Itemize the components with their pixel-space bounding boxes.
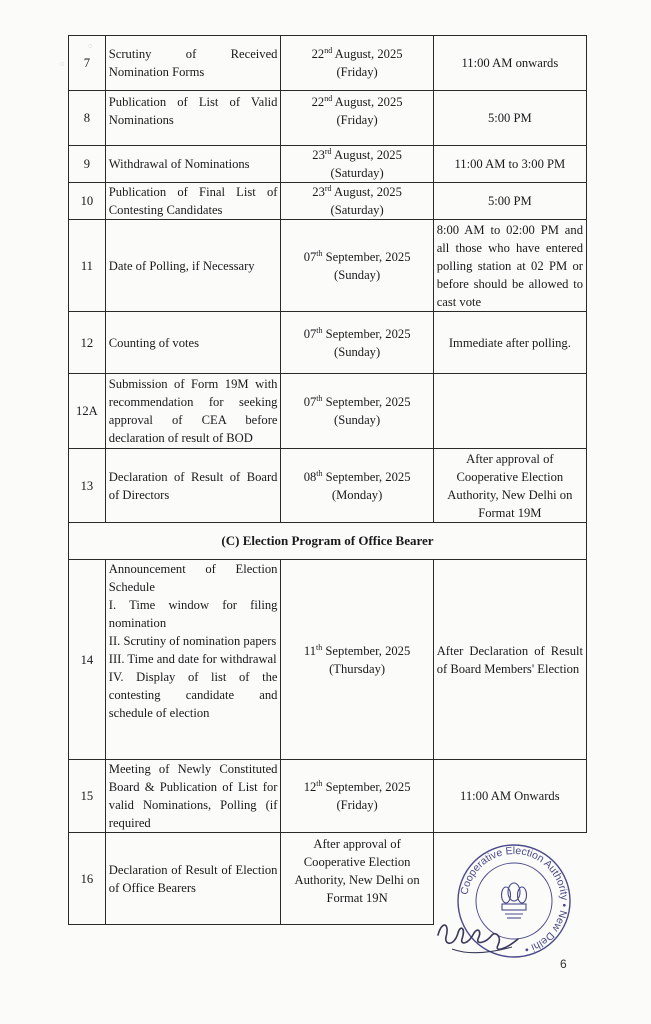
time-cell: 8:00 AM to 02:00 PM and all those who have entered polling station at 02 PM or before should be allowed to cast vote <box>433 220 586 312</box>
activity-cell: Scrutiny of Received Nomination Forms <box>105 36 281 91</box>
activity-cell: Declaration of Result of Board of Directors <box>105 449 281 523</box>
serial-number: 7 <box>69 36 106 91</box>
serial-number: 8 <box>69 91 106 146</box>
activity-cell: Publication of List of Valid Nominations <box>105 91 281 146</box>
date-cell: 23rd August, 2025 (Saturday) <box>281 183 433 220</box>
activity-line: II. Scrutiny of nomination papers <box>108 634 277 648</box>
seal-text: Cooperative Election Authority • New Delhi • <box>458 844 571 956</box>
table-row <box>69 374 587 449</box>
serial-number: 12A <box>69 374 106 449</box>
election-schedule-table <box>68 35 587 925</box>
activity-cell: Publication of Final List of Contesting Candidates <box>105 183 281 220</box>
activity-cell: Declaration of Result of Election of Office Bearers <box>105 833 281 925</box>
activity-line: III. Time and date for withdrawal <box>108 652 277 666</box>
table-row <box>69 760 587 833</box>
activity-cell: Submission of Form 19M with recommendation for seeking approval of CEA before declaration of result of BOD <box>105 374 281 449</box>
time-cell: 5:00 PM <box>433 183 586 220</box>
date-cell: 23rd August, 2025 (Saturday) <box>281 146 433 183</box>
time-cell: After Declaration of Result of Board Members' Election <box>433 560 586 760</box>
serial-number: 15 <box>69 760 106 833</box>
activity-line: IV. Display of list of the contesting candidate and schedule of election <box>108 670 278 720</box>
date-cell: 11th September, 2025 (Thursday) <box>281 560 433 760</box>
time-cell: 5:00 PM <box>433 91 586 146</box>
date-cell: 07th September, 2025 (Sunday) <box>281 374 433 449</box>
signature <box>432 915 527 960</box>
section-title: (C) Election Program of Office Bearer <box>69 523 587 560</box>
serial-number: 9 <box>69 146 106 183</box>
activity-cell: Meeting of Newly Constituted Board & Publication of List for valid Nominations, Polling (if required <box>105 760 281 833</box>
activity-cell <box>105 560 281 760</box>
time-cell: 11:00 AM onwards <box>433 36 586 91</box>
activity-cell: Counting of votes <box>105 312 281 374</box>
time-cell: After approval of Cooperative Election Authority, New Delhi on Format 19M <box>433 449 586 523</box>
date-cell: 12th September, 2025 (Friday) <box>281 760 433 833</box>
activity-line: Announcement of Election Schedule <box>108 562 278 594</box>
table-row <box>69 183 587 220</box>
date-cell: 07th September, 2025 (Sunday) <box>281 220 433 312</box>
table-row <box>69 560 587 760</box>
page-number: 6 <box>560 957 567 971</box>
activity-cell: Date of Polling, if Necessary <box>105 220 281 312</box>
activity-line: I. Time window for filing nomination <box>108 598 278 630</box>
table-row <box>69 91 587 146</box>
table-row <box>69 449 587 523</box>
margin-mark: ◌ <box>88 42 93 50</box>
time-cell <box>433 374 586 449</box>
serial-number: 11 <box>69 220 106 312</box>
serial-number: 12 <box>69 312 106 374</box>
emblem-icon <box>502 883 527 918</box>
time-cell: 11:00 AM to 3:00 PM <box>433 146 586 183</box>
serial-number: 10 <box>69 183 106 220</box>
section-heading-row <box>69 523 587 560</box>
date-cell: 22nd August, 2025 (Friday) <box>281 91 433 146</box>
margin-mark: ◌ <box>60 60 65 68</box>
table-row <box>69 146 587 183</box>
serial-number: 16 <box>69 833 106 925</box>
serial-number: 14 <box>69 560 106 760</box>
date-cell: 08th September, 2025 (Monday) <box>281 449 433 523</box>
serial-number: 13 <box>69 449 106 523</box>
table-row <box>69 220 587 312</box>
time-cell: 11:00 AM Onwards <box>433 760 586 833</box>
date-cell: 22nd August, 2025 (Friday) <box>281 36 433 91</box>
activity-cell: Withdrawal of Nominations <box>105 146 281 183</box>
date-cell: 07th September, 2025 (Sunday) <box>281 312 433 374</box>
time-cell: Immediate after polling. <box>433 312 586 374</box>
date-cell: After approval of Cooperative Election Authority, New Delhi on Format 19N <box>281 833 433 925</box>
table-row <box>69 312 587 374</box>
table-row <box>69 36 587 91</box>
